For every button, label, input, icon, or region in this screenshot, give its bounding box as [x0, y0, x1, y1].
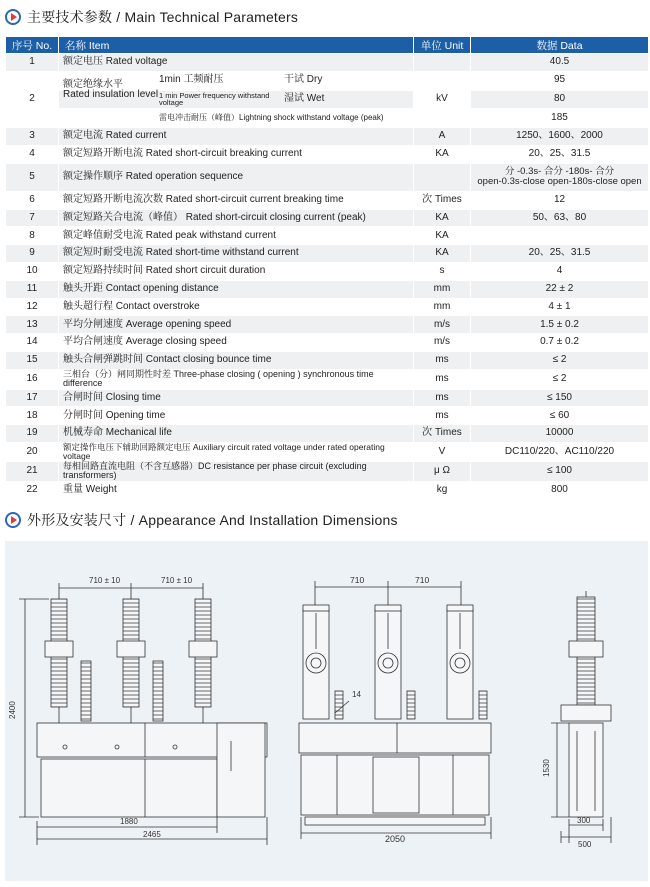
header-data: 数据 Data: [471, 37, 649, 54]
side-base: 300: [577, 816, 591, 825]
row-data-wet: 80: [471, 90, 649, 109]
row-item: 触头合闸弹跳时间 Contact closing bounce time: [59, 351, 414, 369]
table-row: [6, 369, 649, 389]
row-item: 平均合闸速度 Average closing speed: [59, 334, 414, 352]
row-no: 20: [6, 443, 59, 462]
row-no: 12: [6, 298, 59, 316]
row-no: 10: [6, 262, 59, 280]
row-no: 6: [6, 191, 59, 209]
section-title-parameters: [5, 6, 298, 28]
table-row: [6, 351, 649, 369]
row-item: 平均分闸速度 Average opening speed: [59, 316, 414, 334]
lightning-label: 雷电冲击耐压（峰值）Lightning shock withstand voltage (peak): [159, 113, 384, 123]
row-no: 9: [6, 245, 59, 263]
middle-pitch-2: 710: [415, 575, 430, 585]
play-arrow-icon: [5, 512, 21, 528]
row-data: 1250、1600、2000: [471, 128, 649, 146]
row-no: 15: [6, 351, 59, 369]
row-unit: mm: [414, 280, 471, 298]
row-data: 20、25、31.5: [471, 145, 649, 163]
row-unit: V: [414, 443, 471, 462]
table-row: [6, 109, 649, 128]
middle-label-14: 14: [352, 690, 361, 699]
row-unit: 次 Times: [414, 191, 471, 209]
row-item: 触头开距 Contact opening distance: [59, 280, 414, 298]
row-data: [471, 227, 649, 245]
row-item: 额定短路持续时间 Rated short circuit duration: [59, 262, 414, 280]
wet-label: 湿试 Wet: [284, 93, 325, 105]
table-row: [6, 191, 649, 209]
front-height: 2400: [8, 701, 17, 719]
row-unit: mm: [414, 298, 471, 316]
row-item: 触头超行程 Contact overstroke: [59, 298, 414, 316]
side-total: 500: [578, 840, 592, 849]
section-title-text: 主要技术参数 / Main Technical Parameters: [27, 9, 299, 25]
row-unit: μ Ω: [414, 461, 471, 481]
row-item: 机械寿命 Mechanical life: [59, 425, 414, 443]
row-item: [59, 109, 414, 128]
dimension-drawing: [5, 541, 648, 881]
row-unit: ms: [414, 369, 471, 389]
front-base: 1880: [120, 817, 138, 826]
row-data: ≤ 60: [471, 407, 649, 425]
row-no: 18: [6, 407, 59, 425]
header-unit: 单位 Unit: [414, 37, 471, 54]
row-item: 额定短路开断电流 Rated short-circuit breaking current: [59, 145, 414, 163]
row-data-peak: 185: [471, 109, 649, 128]
table-row: [6, 389, 649, 407]
row-unit: [414, 54, 471, 72]
row-no: 22: [6, 481, 59, 499]
header-item: 名称 Item: [59, 37, 414, 54]
row-item: 额定电流 Rated current: [59, 128, 414, 146]
power-freq-label: 1min 工频耐压: [159, 74, 224, 86]
row-data: 4 ± 1: [471, 298, 649, 316]
row-unit: m/s: [414, 334, 471, 352]
row-unit: kg: [414, 481, 471, 499]
row-no: 5: [6, 163, 59, 191]
row-unit: kV: [414, 71, 471, 127]
side-view: [551, 591, 611, 843]
row-no: 11: [6, 280, 59, 298]
row-no: 19: [6, 425, 59, 443]
row-unit: KA: [414, 209, 471, 227]
row-data-dry: 95: [471, 71, 649, 90]
row-unit: KA: [414, 227, 471, 245]
table-row: [6, 316, 649, 334]
row-no: 1: [6, 54, 59, 72]
table-row: [6, 209, 649, 227]
row-data: DC110/220、AC110/220: [471, 443, 649, 462]
table-row: [6, 54, 649, 72]
row-no: 14: [6, 334, 59, 352]
front-total: 2465: [143, 830, 161, 839]
row-data: 1.5 ± 0.2: [471, 316, 649, 334]
row-no: 7: [6, 209, 59, 227]
header-no: 序号 No.: [6, 37, 59, 54]
play-arrow-icon: [5, 9, 21, 25]
table-row: [6, 280, 649, 298]
table-header-row: [6, 37, 649, 54]
row-unit: s: [414, 262, 471, 280]
row-no: 21: [6, 461, 59, 481]
table-row: [6, 262, 649, 280]
row-unit: ms: [414, 407, 471, 425]
row-unit: KA: [414, 245, 471, 263]
table-row: [6, 481, 649, 499]
middle-pitch-1: 710: [350, 575, 365, 585]
front-pitch-2: 710 ± 10: [161, 576, 193, 585]
row-data: ≤ 100: [471, 461, 649, 481]
row-data: ≤ 2: [471, 369, 649, 389]
row-data: 12: [471, 191, 649, 209]
section-title-text: 外形及安装尺寸 / Appearance And Installation Dimensions: [27, 512, 398, 528]
row-unit: ms: [414, 389, 471, 407]
section-title-dimensions: [5, 509, 398, 531]
row-no: 8: [6, 227, 59, 245]
row-item: 每相回路直流电阻（不含互感器）DC resistance per phase circuit (excluding transformers): [59, 461, 414, 481]
row-unit: KA: [414, 145, 471, 163]
row-item: 额定电压 Rated voltage: [59, 54, 414, 72]
row-data: ≤ 150: [471, 389, 649, 407]
row-unit: [414, 163, 471, 191]
row-item: 额定短路关合电流（峰值） Rated short-circuit closing current (peak): [59, 209, 414, 227]
row-data: 50、63、80: [471, 209, 649, 227]
row-no: 2: [6, 71, 59, 127]
row-data: ≤ 2: [471, 351, 649, 369]
row-data: 800: [471, 481, 649, 499]
row-item: 额定短路开断电流次数 Rated short-circuit current breaking time: [59, 191, 414, 209]
row-no: 4: [6, 145, 59, 163]
section-view: [299, 581, 491, 839]
dry-label: 干试 Dry: [284, 74, 323, 86]
row-data: [471, 163, 649, 191]
row-unit: ms: [414, 351, 471, 369]
middle-width: 2050: [385, 834, 406, 844]
insulation-en: Rated insulation level: [63, 89, 159, 101]
row-item: 额定峰值耐受电流 Rated peak withstand current: [59, 227, 414, 245]
row-item: 额定操作顺序 Rated operation sequence: [59, 163, 414, 191]
table-row: [6, 334, 649, 352]
row-data: 22 ± 2: [471, 280, 649, 298]
sequence-cn: 分 -0.3s- 合分 -180s- 合分: [504, 166, 615, 178]
insulation-cn: 额定绝缘水平: [63, 78, 123, 90]
table-row: [6, 425, 649, 443]
row-data: 0.7 ± 0.2: [471, 334, 649, 352]
row-data: 10000: [471, 425, 649, 443]
table-row: [6, 163, 649, 191]
row-data: 40.5: [471, 54, 649, 72]
row-item: 额定短时耐受电流 Rated short-time withstand current: [59, 245, 414, 263]
row-unit: 次 Times: [414, 425, 471, 443]
row-unit: A: [414, 128, 471, 146]
table-row: [6, 298, 649, 316]
row-data: 4: [471, 262, 649, 280]
table-row: [6, 128, 649, 146]
power-freq-en: 1 min Power frequency withstand voltage: [159, 90, 270, 108]
row-unit: m/s: [414, 316, 471, 334]
row-data: 20、25、31.5: [471, 245, 649, 263]
row-item: 合闸时间 Closing time: [59, 389, 414, 407]
side-height: 1530: [542, 759, 551, 777]
table-row: [6, 443, 649, 462]
row-no: 17: [6, 389, 59, 407]
table-row: [6, 90, 649, 109]
table-row: [6, 245, 649, 263]
row-no: 3: [6, 128, 59, 146]
row-item: 重量 Weight: [59, 481, 414, 499]
row-no: 13: [6, 316, 59, 334]
dimension-drawing-panel: [5, 541, 648, 881]
row-no: 16: [6, 369, 59, 389]
row-item: 分闸时间 Opening time: [59, 407, 414, 425]
parameters-table: [5, 36, 649, 500]
front-view: [19, 583, 267, 845]
sequence-en: open-0.3s-close open-180s-close open: [477, 176, 642, 188]
table-row: [6, 461, 649, 481]
table-row: [6, 227, 649, 245]
row-item: 额定操作电压下辅助回路额定电压 Auxiliary circuit rated voltage under rated operating voltage: [59, 443, 414, 462]
front-pitch-1: 710 ± 10: [89, 576, 121, 585]
table-row: [6, 407, 649, 425]
table-row: [6, 145, 649, 163]
row-item: 三相台（分）闸同期性时差 Three-phase closing ( opening ) synchronous time difference: [59, 369, 414, 389]
